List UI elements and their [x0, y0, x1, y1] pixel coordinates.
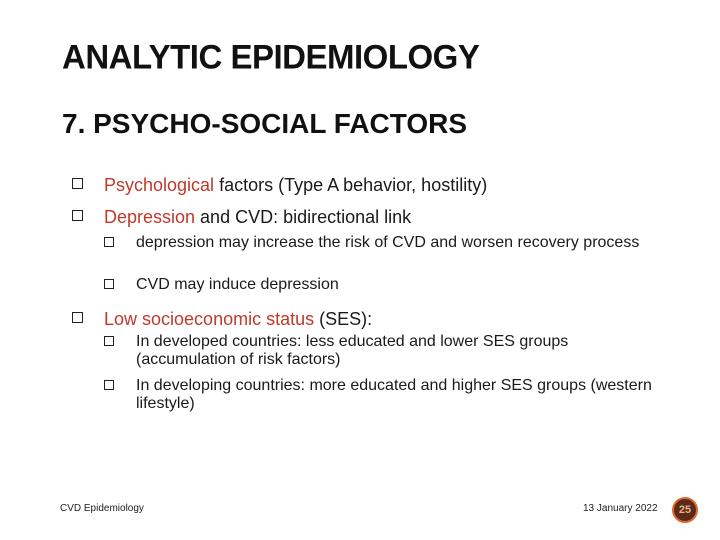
checkbox-bullet-icon: [104, 237, 114, 247]
bullet-item: [72, 175, 680, 195]
bullet-item: [72, 309, 680, 329]
bullet-text: [72, 207, 680, 227]
sub-bullet-item: [104, 377, 660, 413]
bullet-highlight: Low socioeconomic status: [104, 309, 315, 329]
bullet-highlight: Depression: [104, 207, 196, 227]
bullet-rest: (SES):: [314, 309, 373, 329]
checkbox-bullet-icon: [104, 279, 114, 289]
bullet-highlight: Psychological: [104, 175, 215, 195]
bullet-rest: and CVD: bidirectional link: [195, 207, 412, 227]
bullet-text: [72, 309, 680, 329]
sub-bullet-text: depression may increase the risk of CVD and worsen recovery process: [136, 234, 640, 251]
bullet-item: [72, 207, 680, 227]
sub-bullet-text: CVD may induce depression: [136, 276, 339, 293]
sub-bullet-text: In developing countries: more educated and higher SES groups (western lifestyle): [136, 377, 652, 412]
sub-bullet-item: [104, 234, 650, 252]
slide-title: ANALYTIC EPIDEMIOLOGY: [62, 37, 480, 76]
checkbox-bullet-icon: [104, 380, 114, 390]
footer-label: CVD Epidemiology: [60, 503, 144, 514]
page-number-badge: 25: [672, 497, 698, 523]
sub-bullet-item: [104, 276, 680, 294]
bullet-rest: factors (Type A behavior, hostility): [214, 175, 488, 195]
checkbox-bullet-icon: [72, 210, 83, 221]
sub-bullet-item: [104, 333, 640, 369]
checkbox-bullet-icon: [72, 178, 83, 189]
bullet-text: [72, 175, 680, 195]
footer-date: 13 January 2022: [583, 503, 658, 514]
sub-bullet-text: In developed countries: less educated and lower SES groups (accumulation of risk factors): [136, 333, 569, 368]
slide-subtitle: 7. PSYCHO-SOCIAL FACTORS: [62, 108, 468, 139]
checkbox-bullet-icon: [104, 336, 114, 346]
checkbox-bullet-icon: [72, 312, 83, 323]
